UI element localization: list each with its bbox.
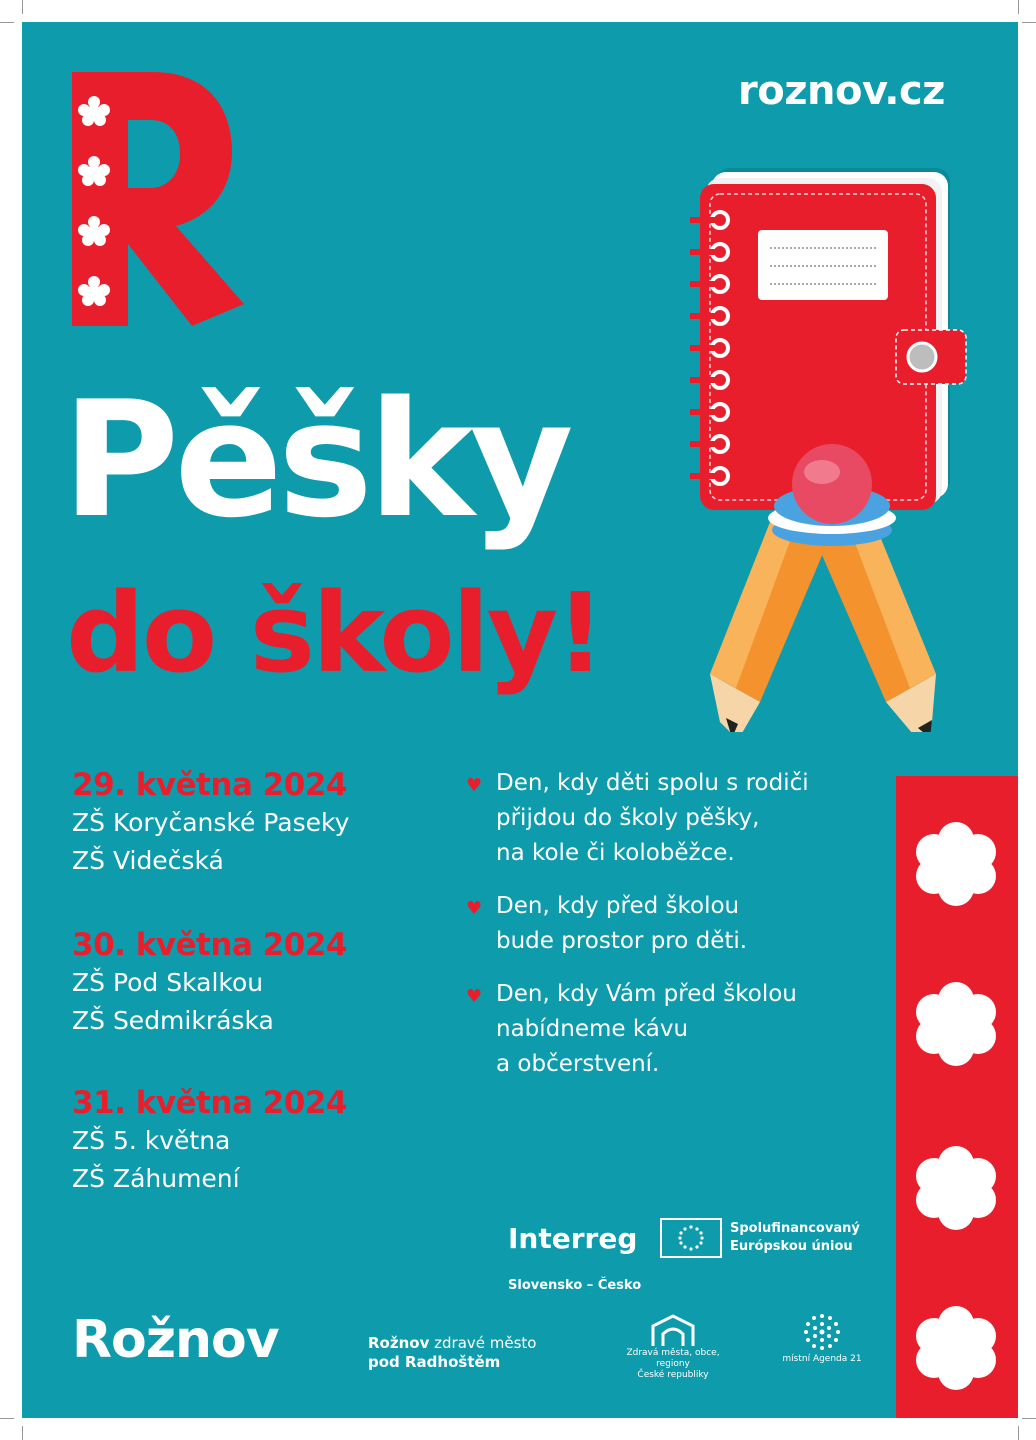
crop-mark [1018,1426,1019,1440]
benefits-list [466,766,886,1100]
agenda21-dots-icon [802,1312,842,1352]
heart-icon: ♥ [466,898,483,919]
flower-icon [896,776,1018,1418]
poster [22,22,1018,1418]
event-date: 29. května 2024 [72,767,347,803]
healthy-city-label: Rožnov zdravé město pod Radhoštěm [368,1334,537,1371]
interreg-region: Slovensko – Česko [508,1278,642,1293]
heart-icon: ♥ [466,775,483,796]
crop-mark [1022,22,1036,23]
title-line-2: do školy! [66,569,603,697]
schedule-block [72,926,452,1040]
school-name: ZŠ Záhumení [72,1164,240,1193]
list-item: ♥ Den, kdy před školou bude prostor pro děti. [466,893,748,954]
crop-mark [1018,0,1019,14]
eu-cofunding-text: Spolufinancovaný Európskou úniou [730,1221,860,1254]
website-url[interactable]: roznov.cz [738,68,945,114]
eu-flag-icon [660,1218,722,1258]
roznov-brand-logo: Rožnov [72,1310,279,1370]
crop-mark [22,0,23,14]
interreg-logo: Interreg [508,1222,638,1255]
list-item: ♥ Den, kdy Vám před školou nabídneme kávu a občerstvení. [466,981,797,1077]
list-item: ♥ Den, kdy děti spolu s rodiči přijdou do školy pěšky, na kole či koloběžce. [466,770,809,866]
zdrava-mesta-logo: Zdravá města, obce, regiony České republiky [618,1312,728,1381]
school-name: ZŠ 5. května [72,1126,231,1155]
roznov-r-logo [72,72,244,332]
title-line-1: Pěšky [62,366,569,553]
crop-mark [22,1426,23,1440]
event-date: 31. května 2024 [72,1085,347,1121]
school-name: ZŠ Sedmikráska [72,1006,274,1035]
crop-mark [1022,1418,1036,1419]
school-name: ZŠ Pod Skalkou [72,968,264,997]
crop-mark [0,1418,14,1419]
school-name: ZŠ Koryčanské Paseky [72,808,350,837]
gate-logo-icon [649,1312,697,1348]
agenda21-logo: místní Agenda 21 [772,1312,872,1365]
notebook-illustration [682,162,972,732]
schedule-block [72,1084,452,1198]
schedule-block [72,766,452,880]
school-name: ZŠ Videčská [72,846,224,875]
heart-icon: ♥ [466,986,483,1007]
event-date: 30. května 2024 [72,927,347,963]
decorative-red-strip [896,776,1018,1418]
crop-mark [0,22,14,23]
